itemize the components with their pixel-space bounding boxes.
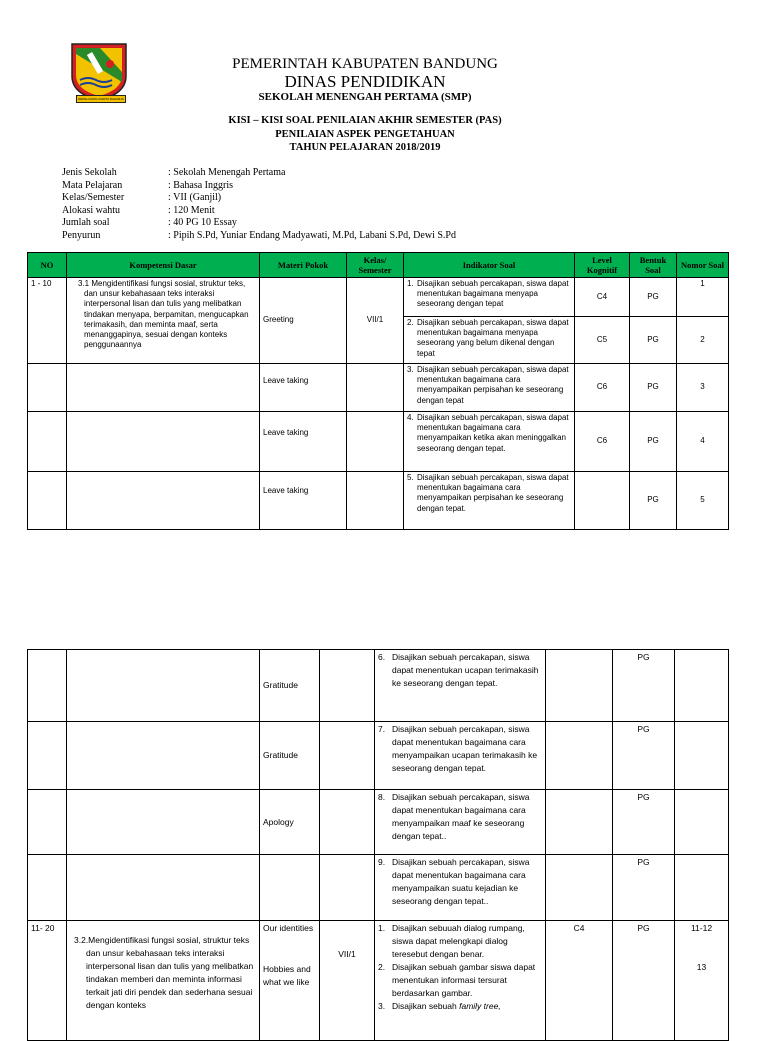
table-row — [28, 472, 729, 530]
info-value: : Bahasa Inggris — [168, 179, 233, 191]
ind-text: Disajikan sebuah percakapan, siswa dapat menentukan bagaimana cara menyampaikan perpisahan ke seseorang dengan tepat. — [417, 473, 569, 513]
ind-text: Disajikan sebuah percakapan, siswa dapat menentukan bagaimana cara menyampaikan ucapan terimakasih ke seseorang dengan tepat. — [392, 724, 538, 773]
info-value: : Pipih S.Pd, Yuniar Endang Madyawati, M.Pd, Labani S.Pd, Dewi S.Pd — [168, 229, 456, 241]
cell-kompetensi — [67, 855, 260, 921]
cell-level — [575, 472, 630, 530]
cell-kompetensi — [67, 364, 260, 412]
cell-no — [28, 412, 67, 472]
cell-indikator — [404, 317, 575, 364]
info-label: Alokasi wahtu — [62, 204, 121, 216]
cell-bentuk: PG — [613, 650, 675, 722]
cell-indikator — [404, 364, 575, 412]
info-label: Penyurun — [62, 229, 101, 241]
info-value: : Sekolah Menengah Pertama — [168, 167, 286, 178]
info-label: Jenis Sekolah — [62, 167, 117, 178]
ind-number: 9. — [378, 857, 386, 867]
cell-level: C6 — [575, 364, 630, 412]
cell-kelas — [347, 412, 404, 472]
cell-level: C4 — [546, 921, 613, 1041]
ind-text-emphasis: family tree, — [459, 1001, 501, 1011]
cell-indikator — [404, 472, 575, 530]
cell-kelas: VII/1 — [347, 278, 404, 364]
cell-no — [28, 855, 67, 921]
cell-level: C6 — [575, 412, 630, 472]
info-label: Mata Pelajaran — [62, 179, 123, 191]
cell-bentuk: PG — [613, 855, 675, 921]
table-row — [28, 650, 729, 722]
info-value: : VII (Ganjil) — [168, 192, 222, 204]
cell-indikator — [375, 855, 546, 921]
cell-materi: Gratitude — [260, 650, 320, 722]
cell-bentuk: PG — [630, 364, 677, 412]
cell-kelas — [347, 364, 404, 412]
cell-materi: Leave taking — [260, 412, 347, 472]
info-row — [62, 205, 456, 218]
table-header-row — [28, 253, 729, 278]
kisi-kisi-table-page2 — [27, 649, 729, 1041]
cell-kelas — [320, 921, 375, 1041]
cell-kompetensi — [67, 412, 260, 472]
doc-title: KISI – KISI SOAL PENILAIAN AKHIR SEMESTER (PAS) — [228, 115, 502, 126]
cell-materi: Gratitude — [260, 722, 320, 790]
cell-kelas — [320, 790, 375, 855]
cell-kelas — [347, 472, 404, 530]
cell-nomor — [675, 650, 729, 722]
cell-no: 11- 20 — [28, 921, 67, 1041]
ind-number: 3. — [378, 1001, 386, 1011]
cell-no — [28, 650, 67, 722]
info-row — [62, 230, 456, 243]
doc-year: TAHUN PELAJARAN 2018/2019 — [289, 142, 441, 153]
cell-no — [28, 722, 67, 790]
cell-bentuk: PG — [630, 278, 677, 317]
cell-kompetensi — [67, 790, 260, 855]
col-header-bentuk: Bentuk Soal — [630, 253, 677, 278]
cell-no — [28, 364, 67, 412]
cell-materi — [260, 921, 320, 1041]
table-row — [28, 412, 729, 472]
table-row — [28, 722, 729, 790]
ind-text: Disajikan sebuah percakapan, siswa dapat menentukan bagaimana cara menyampaikan suatu kejadian ke seseorang dengan tepat.. — [392, 857, 530, 906]
cell-level: C4 — [575, 278, 630, 317]
info-value: : 40 PG 10 Essay — [168, 217, 237, 229]
ind-number: 2. — [407, 318, 414, 327]
cell-level: C5 — [575, 317, 630, 364]
materi-hobbies: Hobbies and what we like — [263, 964, 311, 987]
cell-indikator — [375, 921, 546, 1041]
cell-materi: Leave taking — [260, 364, 347, 412]
info-row — [62, 192, 456, 205]
kisi-kisi-table-page1 — [27, 252, 729, 530]
ind-text: Disajikan sebuah percakapan, siswa dapat menentukan bagaimana menyapa seseorang dengan tepat — [417, 279, 569, 309]
cell-no — [28, 790, 67, 855]
ind-text: Disajikan sebuah gambar siswa dapat menentukan informasi tersurat berdasarkan gambar. — [392, 962, 536, 998]
cell-nomor — [675, 722, 729, 790]
ind-number: 1. — [407, 279, 414, 288]
ind-number: 3. — [407, 365, 414, 374]
ind-number: 6. — [378, 652, 386, 662]
cell-nomor — [675, 855, 729, 921]
cell-materi — [260, 855, 320, 921]
cell-nomor — [675, 921, 729, 1041]
table-row — [28, 921, 729, 1041]
cell-nomor: 4 — [677, 412, 729, 472]
ind-text: Disajikan sebuah percakapan, siswa dapat menentukan bagaimana cara menyampaikan maaf ke seseorang dengan tepat.. — [392, 792, 530, 841]
kd-text: 3.1 Mengidentifikasi fungsi sosial, struktur teks, dan unsur kebahasaan teks interaksi interpersonal lisan dan tulis yang melibatkan tindakan menyapa, berpamitan, mengucapkan terimakasih, dan meminta maaf, serta menanggapinya, sesuai dengan konteks penggunaannya — [78, 279, 249, 350]
cell-materi: Greeting — [260, 278, 347, 364]
col-header-indikator: Indikator Soal — [404, 253, 575, 278]
info-label: Jumlah soal — [62, 217, 110, 229]
ind-text: Disajikan sebuah percakapan, siswa dapat menentukan bagaimana cara menyampaikan ketika akan meninggalkan seseorang dengan tepat. — [417, 413, 569, 453]
nomor-range: 11-12 — [690, 923, 713, 933]
cell-indikator — [404, 412, 575, 472]
col-header-kelas: Kelas/ Semester — [347, 253, 404, 278]
cell-bentuk: PG — [630, 412, 677, 472]
cell-bentuk: PG — [630, 472, 677, 530]
col-header-level: Level Kognitif — [575, 253, 630, 278]
cell-indikator — [375, 790, 546, 855]
cell-materi: Apology — [260, 790, 320, 855]
cell-kompetensi — [67, 278, 260, 364]
cell-bentuk: PG — [630, 317, 677, 364]
ind-number: 1. — [378, 923, 386, 933]
ind-number: 5. — [407, 473, 414, 482]
kelas-text: VII/1 — [338, 949, 356, 959]
col-header-kompetensi: Kompetensi Dasar — [67, 253, 260, 278]
cell-kompetensi — [67, 472, 260, 530]
table-row — [28, 364, 729, 412]
ind-text: Disajikan sebuah percakapan, siswa dapat menentukan ucapan terimakasih ke seseorang dengan tepat. — [392, 652, 539, 688]
logo-motto: REPEH RAPIH KERTA RAHARJA — [76, 95, 126, 103]
cell-indikator — [404, 278, 575, 317]
table-row — [28, 790, 729, 855]
ind-number: 4. — [407, 413, 414, 422]
cell-level — [546, 650, 613, 722]
col-header-materi: Materi Pokok — [260, 253, 347, 278]
ind-text: Disajikan sebuah — [392, 1001, 460, 1011]
cell-level — [546, 855, 613, 921]
nomor-single: 13 — [696, 962, 707, 972]
doc-subtitle: PENILAIAN ASPEK PENGETAHUAN — [275, 129, 455, 140]
cell-kelas — [320, 855, 375, 921]
cell-level — [546, 722, 613, 790]
col-header-nomor: Nomor Soal — [677, 253, 729, 278]
cell-materi: Leave taking — [260, 472, 347, 530]
cell-nomor: 1 — [677, 278, 729, 317]
cell-nomor: 2 — [677, 317, 729, 364]
cell-bentuk: PG — [613, 790, 675, 855]
col-header-no: NO — [28, 253, 67, 278]
materi-identities: Our identities — [263, 923, 314, 933]
cell-kompetensi — [67, 921, 260, 1041]
cell-kompetensi — [67, 650, 260, 722]
cell-nomor: 3 — [677, 364, 729, 412]
cell-nomor: 5 — [677, 472, 729, 530]
table-row — [28, 278, 729, 317]
cell-nomor — [675, 790, 729, 855]
table-row — [28, 855, 729, 921]
cell-bentuk: PG — [613, 921, 675, 1041]
info-value: : 120 Menit — [168, 204, 215, 216]
info-row — [62, 217, 456, 230]
cell-kelas — [320, 650, 375, 722]
ind-number: 2. — [378, 962, 386, 972]
header-department: DINAS PENDIDIKAN — [284, 72, 446, 91]
ind-number: 8. — [378, 792, 386, 802]
cell-indikator — [375, 722, 546, 790]
cell-bentuk: PG — [613, 722, 675, 790]
cell-indikator — [375, 650, 546, 722]
ind-text: Disajikan sebuah percakapan, siswa dapat menentukan bagaimana cara menyampaikan perpisahan ke seseorang dengan tepat — [417, 365, 569, 405]
document-info — [62, 167, 456, 243]
ind-number: 7. — [378, 724, 386, 734]
header-government: PEMERINTAH KABUPATEN BANDUNG — [232, 56, 498, 72]
cell-kelas — [320, 722, 375, 790]
cell-no — [28, 472, 67, 530]
info-row — [62, 167, 456, 180]
cell-no: 1 - 10 — [28, 278, 67, 364]
info-label: Kelas/Semester — [62, 192, 125, 204]
cell-level — [546, 790, 613, 855]
cell-kompetensi — [67, 722, 260, 790]
kd-text: 3.2.Mengidentifikasi fungsi sosial, struktur teks dan unsur kebahasaan teks interaksi interpersonal lisan dan tulis yang melibatkan tindakan memberi dan meminta informasi terkait jati diri pendek dan sederhana sesuai dengan konteks — [74, 935, 254, 1010]
ind-text: Disajikan sebuah percakapan, siswa dapat menentukan bagaimana menyapa seseorang yang belum dikenal dengan tepat — [417, 318, 569, 358]
ind-text: Disajikan sebuuah dialog rumpang, siswa dapat melengkapi dialog teresebut dengan benar. — [392, 923, 525, 959]
info-row — [62, 180, 456, 193]
header-school: SEKOLAH MENENGAH PERTAMA (SMP) — [258, 91, 472, 103]
